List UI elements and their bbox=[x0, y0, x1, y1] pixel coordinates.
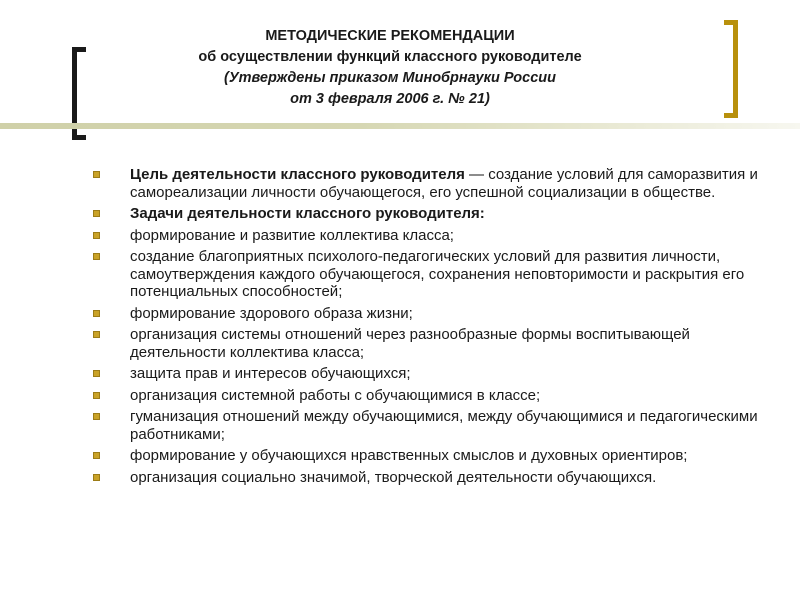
list-item bbox=[90, 447, 770, 465]
title-line-2: об осуществлении функций классного руководителе bbox=[198, 49, 582, 65]
square-bullet-icon bbox=[93, 171, 100, 178]
square-bullet-icon bbox=[93, 232, 100, 239]
item-text: защита прав и интересов обучающихся; bbox=[130, 365, 411, 382]
square-bullet-icon bbox=[93, 452, 100, 459]
list-item bbox=[90, 248, 770, 301]
list-item bbox=[90, 365, 770, 383]
item-lead: Задачи деятельности классного руководителя: bbox=[130, 205, 485, 222]
right-bracket-decoration bbox=[724, 20, 738, 118]
list-item bbox=[90, 166, 770, 201]
list-item bbox=[90, 387, 770, 405]
list-item bbox=[90, 227, 770, 245]
list-item bbox=[90, 205, 770, 223]
header-divider bbox=[0, 123, 800, 129]
item-lead: Цель деятельности классного руководителя bbox=[130, 166, 465, 183]
item-text: организация системной работы с обучающимися в классе; bbox=[130, 386, 541, 404]
item-text: организация системы отношений через разнообразные формы воспитывающей деятельности коллектива класса; bbox=[130, 326, 690, 361]
square-bullet-icon bbox=[93, 210, 100, 217]
title-line-4: от 3 февраля 2006 г. № 21) bbox=[290, 91, 490, 107]
list-item bbox=[90, 326, 770, 361]
item-text: организация социально значимой, творческой деятельности обучающихся. bbox=[130, 468, 657, 486]
title-line-1: МЕТОДИЧЕСКИЕ РЕКОМЕНДАЦИИ bbox=[265, 28, 515, 44]
square-bullet-icon bbox=[93, 253, 100, 260]
item-text: — создание условий для саморазвития и самореализации личности обучающегося, его успешной социализации в обществе. bbox=[130, 166, 758, 201]
square-bullet-icon bbox=[93, 370, 100, 377]
list-item bbox=[90, 408, 770, 443]
item-text: гуманизация отношений между обучающимися, между обучающимися и педагогическими работниками; bbox=[130, 408, 758, 443]
slide-title bbox=[120, 26, 660, 110]
square-bullet-icon bbox=[93, 474, 100, 481]
item-text: формирование здорового образа жизни; bbox=[130, 304, 413, 322]
square-bullet-icon bbox=[93, 310, 100, 317]
item-text: создание благоприятных психолого-педагогических условий для развития личности, самоутверждения каждого обучающегося, сохранения неповторимости и раскрытия его потенциальных способностей; bbox=[130, 248, 745, 300]
square-bullet-icon bbox=[93, 413, 100, 420]
recommendations-list bbox=[90, 166, 770, 490]
square-bullet-icon bbox=[93, 392, 100, 399]
list-item bbox=[90, 305, 770, 323]
item-text: формирование у обучающихся нравственных смыслов и духовных ориентиров; bbox=[130, 447, 688, 464]
title-line-3: (Утверждены приказом Минобрнауки России bbox=[223, 70, 557, 86]
list-item bbox=[90, 469, 770, 487]
square-bullet-icon bbox=[93, 331, 100, 338]
item-text: формирование и развитие коллектива класса; bbox=[130, 226, 454, 244]
